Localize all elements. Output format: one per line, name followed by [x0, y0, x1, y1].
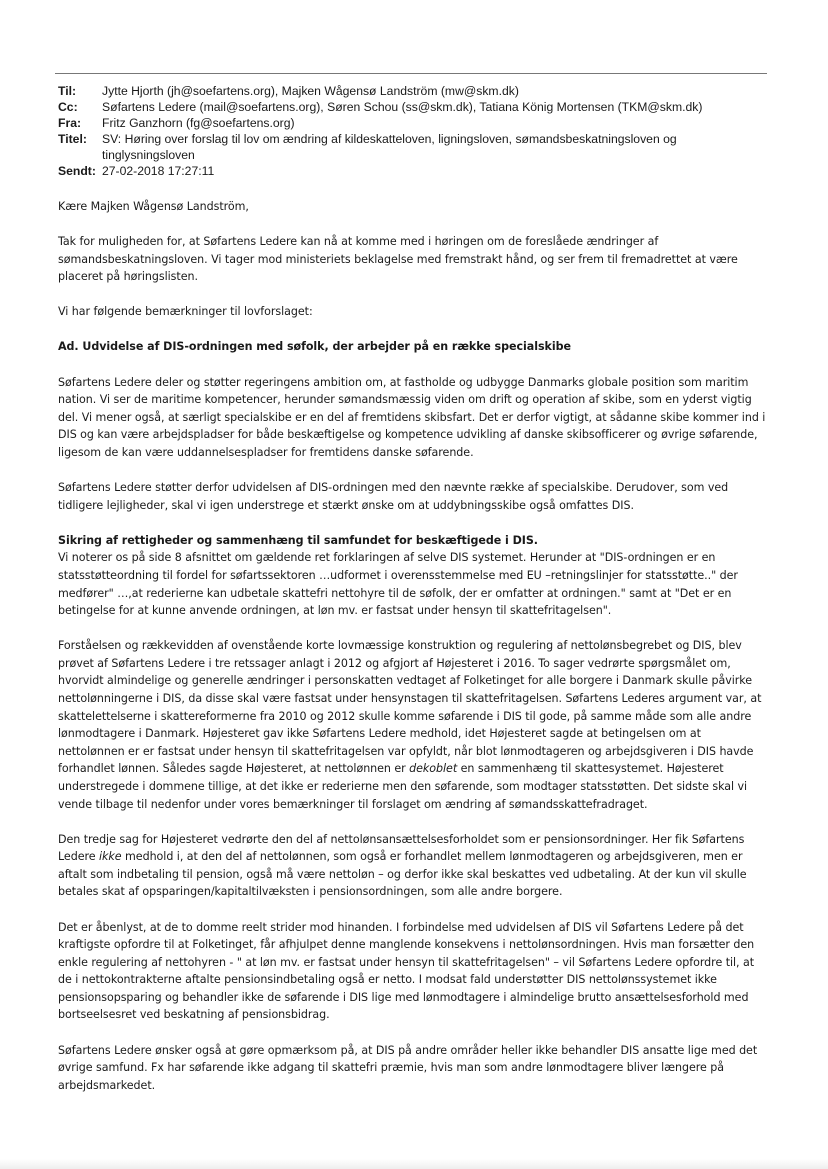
paragraph-conflict: Det er åbenlyst, at de to domme reelt strider mod hinanden. I forbindelse med udvidelsen af DIS vil Søfartens Ledere på det kraftigste opfordre til at Folketinget, får afhjulpet denne manglende konsekvens i nettolønsordningen. Hvis man forsætter den enkle regulering af nettohyren - " at løn mv. er fastsat under hensyn til skattefritagelsen" – vil Søfartens Ledere opfordre til, at de i nettokontrakterne aftalte pensionsindbetaling også er netto. I modsat fald understøtter DIS nettolønssystemet ikke pensionsopsparing og behandler ikke de søfarende i DIS lige med lønmodtagere i almindelige brutto ansættelsesforhold med bortseelsesret ved beskatning af pensionsbidrag.: [58, 920, 755, 1022]
cc-row: [58, 99, 758, 115]
paragraph-intro: Tak for muligheden for, at Søfartens Ledere kan nå at komme med i høringen om de foreslåede ændringer af sømandsbeskatningsloven. Vi tager mod ministeriets beklagelse med fremstrakt hånd, og ser frem til fremadrettet at være placeret på høringslisten.: [58, 235, 738, 284]
sent-row: [58, 163, 758, 179]
paragraph-court-cases: [58, 637, 766, 813]
paragraph-support: Søfartens Ledere støtter derfor udvidelsen af DIS-ordningen med den nævnte række af specialskibe. Derudover, som ved tidligere lejligheder, skal vi igen understrege et stærkt ønske om at uddybningsskibe også omfattes DIS.: [58, 481, 729, 512]
cc-value: Søfartens Ledere (mail@soefartens.org), Søren Schou (ss@skm.dk), Tatiana König Mortensen (TKM@skm.dk): [102, 100, 703, 114]
third-case-text-b: medhold i, at den del af nettolønnen, som også er forhandlet mellem lønmodtageren og arbejdsgiveren, men er aftalt som indbetaling til pension, også må være nettoløn – og derfor ikke skal beskattes ved udbetaling. At der kun vil skulle betales skat af opsparingen/kapitaltilvæksten i pensionsordningen, som alle andre borgere.: [58, 850, 747, 899]
header-divider: [55, 73, 767, 74]
section-heading-dis-extension: Ad. Udvidelse af DIS-ordningen med søfolk, der arbejder på en række specialskibe: [58, 340, 571, 354]
scan-bottom-edge: [0, 1159, 828, 1169]
cc-label: Cc:: [58, 100, 78, 114]
title-row: [58, 131, 758, 163]
to-label: Til:: [58, 84, 77, 98]
paragraph-third-case: [58, 831, 766, 901]
sent-value: 27-02-2018 17:27:11: [102, 164, 215, 178]
court-cases-text-a: Forståelsen og rækkevidden af ovenstående korte lovmæssige konstruktion og regulering af nettolønsbegrebet og DIS, blev prøvet af Søfartens Ledere i tre retssager anlagt i 2012 og afgjort af Højesteret i 2016. To sager vedrørte spørgsmålet om, hvorvidt almindelige og generelle ændringer i personskatten vedtaget af Folketinget for alle borgere i Danmark skulle påvirke nettolønningerne i DIS, da disse skal være fastsat under hensynstagen til skattefritagelsen. Søfartens Lederes argument var, at skattelettelserne i skattereformerne fra 2010 og 2012 skulle komme søfarende i DIS til gode, på samme måde som alle andre lønmodtagere i Danmark. Højesteret gav ikke Søfartens Ledere medhold, idet Højesteret sagde at betingelsen om at nettolønnen er er fastsat under hensyn til skattefritagelsen var opfyldt, når blot lønmodtageren og arbejdsgiveren i DIS havde forhandlet lønnen. Således sagde Højesteret, at nettolønnen er: [58, 639, 762, 776]
third-case-emphasis: ikke: [99, 850, 122, 864]
court-cases-text-b: en sammenhæng til skattesystemet. Højesteret understregede i dommene tillige, at det ikke er rederierne men den søfarende, som modtager statsstøtten. Det sidste skal vi vende tilbage til nedenfor under vores bemærkninger til forslaget om ændring af sømandsskattefradraget.: [58, 762, 748, 811]
title-value: SV: Høring over forslag til lov om ændring af kildeskatteloven, ligningsloven, sømandsbeskatningsloven og tinglysningsloven: [102, 132, 677, 162]
title-label: Titel:: [58, 132, 87, 146]
court-cases-emphasis: dekoblet: [409, 762, 458, 776]
section-heading-rights: Sikring af rettigheder og sammenhæng til samfundet for beskæftigede i DIS.: [58, 533, 538, 547]
to-row: [58, 83, 758, 99]
paragraph-notes: Vi noterer os på side 8 afsnittet om gældende ret forklaringen af selve DIS systemet. Herunder at "DIS-ordningen er en statsstøtteordning til fordel for søfartssektoren …udformet i overensstemmelse med EU –retningslinjer for statsstøtte.." der medfører" …,at rederierne kan udbetale skattefri nettohyre til de søfolk, der er omfatter at ordningen." samt at "Det er en betingelse for at kunne anvende ordningen, at løn mv. er fastsat under hensyn til skattefritagelsen".: [58, 551, 738, 618]
from-label: Fra:: [58, 116, 82, 130]
paragraph-ambition: Søfartens Ledere deler og støtter regeringens ambition om, at fastholde og udbygge Danmarks globale position som maritim nation. Vi ser de maritime kompetencer, herunder sømandsmæssig viden om drift og operation af skibe, som en yderst vigtig del. Vi mener også, at særligt specialskibe er en del af fremtidens skibsfart. Det er derfor vigtigt, at sådanne skibe kommer ind i DIS og kan være arbejdspladser for både beskæftigelse og kompetence udvikling af danske skibsofficerer og øvrige søfarende, ligesom de kan være uddannelsespladser for fremtidens danske søfarende.: [58, 375, 766, 459]
from-row: [58, 115, 758, 131]
email-header: [58, 83, 758, 179]
sent-label: Sendt:: [58, 164, 96, 178]
paragraph-remarks: Vi har følgende bemærkninger til lovforslaget:: [58, 305, 313, 319]
to-value: Jytte Hjorth (jh@soefartens.org), Majken Wågensø Landström (mw@skm.dk): [102, 84, 519, 98]
paragraph-other-areas: Søfartens Ledere ønsker også at gøre opmærksom på, at DIS på andre områder heller ikke behandler DIS ansatte lige med det øvrige samfund. Fx har søfarende ikke adgang til skattefri præmie, hvis man som andre lønmodtagere bliver længere på arbejdsmarkedet.: [58, 1043, 758, 1092]
greeting: Kære Majken Wågensø Landström,: [58, 200, 249, 213]
third-case-text-a: Den tredje sag for Højesteret vedrørte den del af nettolønsansættelsesforholdet som er pensionsordninger. Her fik Søfartens Ledere: [58, 832, 745, 864]
email-body: [58, 198, 766, 1112]
from-value: Fritz Ganzhorn (fg@soefartens.org): [102, 116, 295, 130]
